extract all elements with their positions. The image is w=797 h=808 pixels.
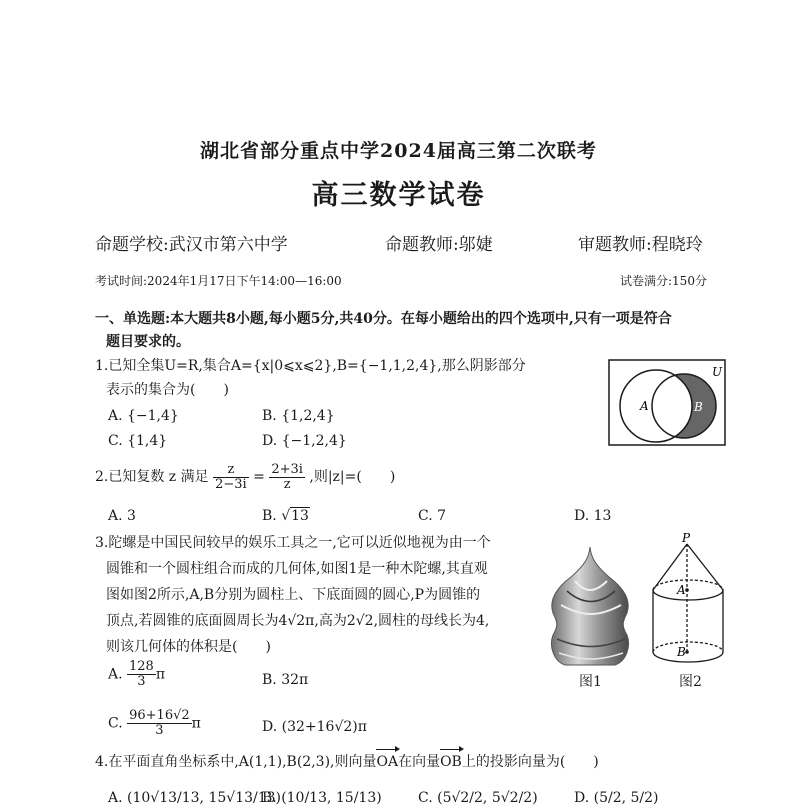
figure-2-label: 图2 (679, 674, 702, 690)
section-heading-cont: 题目要求的。 (106, 334, 190, 350)
venn-label-u: U (712, 365, 723, 379)
q2-option-c: C. 7 (418, 508, 447, 524)
q1-stem: 1.已知全集U=R,集合A={x|0⩽x⩽2},B={−1,1,2,4},那么阴影部分 (95, 358, 526, 374)
vector-ob: OB (440, 750, 462, 774)
setter-teacher: 命题教师:邬婕 (385, 235, 493, 255)
q2-option-a: A. 3 (108, 508, 136, 524)
q3-stem (95, 530, 491, 660)
figure-2-cone-cylinder (645, 532, 735, 672)
q4-option-c: C. (5√2/2, 5√2/2) (418, 790, 538, 806)
q4-option-d: D. (5/2, 5/2) (574, 790, 659, 806)
q2-stem (95, 462, 395, 492)
venn-label-b: B (694, 400, 703, 414)
q1-option-d: D. {−1,2,4} (262, 433, 347, 449)
section-heading: 一、单选题:本大题共8小题,每小题5分,共40分。在每小题给出的四个选项中,只有一项是符合 (95, 311, 672, 327)
q1-option-a: A. {−1,4} (108, 408, 179, 424)
q2-fraction-2: $\frac{2+3i}{z}$ (271, 461, 303, 492)
point-a: A (677, 583, 686, 597)
venn-label-a: A (640, 399, 649, 413)
q3-option-a: A. $\frac{128}{3}$ π (108, 659, 166, 689)
q3-line-5: 则该几何体的体积是( ) (106, 639, 271, 655)
q2-option-d: D. 13 (574, 508, 612, 524)
q1-option-b: B. {1,2,4} (262, 408, 335, 424)
q3-line-1: 3.陀螺是中国民间较早的娱乐工具之一,它可以近似地视为由一个 (95, 535, 491, 551)
q2-equals: = (253, 469, 265, 485)
q3-option-c: C. $\frac{96+16√2}{3}$ π (108, 708, 201, 738)
point-b: B (677, 645, 686, 659)
figure-1-label: 图1 (579, 674, 602, 690)
vector-oa: OA (376, 750, 398, 774)
q3-line-3: 图如图2所示,A,B分别为圆柱上、下底面圆的圆心,P为圆锥的 (106, 587, 481, 603)
paper-subtitle: 高三数学试卷 (311, 180, 486, 211)
q2-suffix: ,则|z|=( ) (309, 469, 396, 485)
paper-title: 湖北省部分重点中学2024届高三第二次联考 (200, 140, 597, 162)
q3-option-d: D. (32+16√2)π (262, 719, 367, 735)
q2-option-b: B. √13 (262, 508, 309, 524)
full-score: 试卷满分:150分 (620, 274, 707, 288)
setter-school: 命题学校:武汉市第六中学 (95, 235, 288, 255)
venn-diagram (608, 359, 726, 446)
figure-1-wooden-top (545, 545, 635, 670)
reviewer-teacher: 审题教师:程晓玲 (578, 235, 703, 255)
q4-stem: 4.在平面直角坐标系中,A(1,1),B(2,3),则向量OA在向量OB上的投影向量为( ) (95, 750, 599, 774)
q2-fraction-1: $\frac{z}{2-3i}$ (215, 461, 247, 492)
q3-line-4: 顶点,若圆锥的底面圆周长为4√2π,高为2√2,圆柱的母线长为4, (106, 613, 490, 629)
q1-stem-cont: 表示的集合为( ) (106, 382, 229, 398)
point-p: P (682, 532, 691, 545)
q4-option-a: A. (10√13/13, 15√13/13) (108, 790, 281, 806)
q1-option-c: C. {1,4} (108, 433, 168, 449)
q3-option-b: B. 32π (262, 672, 309, 688)
q2-prefix: 2.已知复数 z 满足 (95, 469, 209, 485)
q4-option-b: B. (10/13, 15/13) (262, 790, 382, 806)
exam-time: 考试时间:2024年1月17日下午14:00—16:00 (95, 274, 342, 288)
q3-line-2: 圆锥和一个圆柱组合而成的几何体,如图1是一种木陀螺,其直观 (106, 561, 488, 577)
